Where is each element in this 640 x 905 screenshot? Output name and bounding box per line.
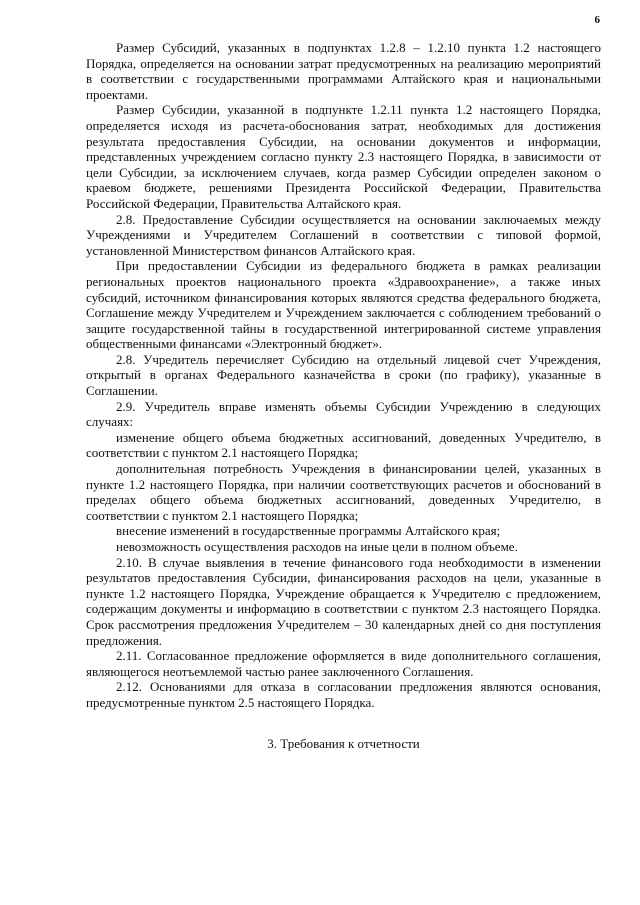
list-item: внесение изменений в государственные программы Алтайского края; bbox=[116, 523, 501, 539]
paragraph: 2.11. Согласованное предложение оформляется в виде дополнительного соглашения, являющегося неотъемлемой частью ранее заключенного Соглашения. bbox=[86, 648, 601, 679]
paragraph: 2.8. Предоставление Субсидии осуществляется на основании заключаемых между Учреждениями и Учредителем Соглашений в соответствии с типовой формой, установленной Министерством финансов Алтайского края. bbox=[86, 211, 601, 258]
paragraph: 2.8. Учредитель перечисляет Субсидию на отдельный лицевой счет Учреждения, открытый в органах Федерального казначейства в сроки (по графику), указанные в Соглашении. bbox=[86, 351, 601, 399]
document-body bbox=[86, 40, 601, 751]
page-number: 6 bbox=[594, 14, 600, 26]
paragraph: Размер Субсидий, указанных в подпунктах 1.2.8 – 1.2.10 пункта 1.2 настоящего Порядка, определяется на основании затрат предусмотренных на реализацию мероприятий в соответствии с государственными программами Алтайского края и национальными проектами. bbox=[86, 40, 601, 102]
paragraph: 2.12. Основаниями для отказа в согласовании предложения являются основания, предусмотренные пунктом 2.5 настоящего Порядка. bbox=[86, 679, 601, 710]
list-item: изменение общего объема бюджетных ассигнований, доведенных Учредителю, в соответствии с пунктом 2.1 настоящего Порядка; bbox=[86, 429, 601, 461]
list-item: дополнительная потребность Учреждения в финансировании целей, указанных в пункте 1.2 настоящего Порядка, при наличии соответствующих расчетов и обоснований в пределах общего объема бюджетных ассигнований, доведенных Учредителю, в соответствии с пунктом 2.1 настоящего Порядка; bbox=[86, 461, 601, 523]
paragraph: Размер Субсидии, указанной в подпункте 1.2.11 пункта 1.2 настоящего Порядка, определяется исходя из расчета-обоснования затрат, необходимых для достижения результата предоставления Субсидии, на основании документов и информации, представленных учреждением согласно пункту 2.3 настоящего Порядка, в зависимости от цели Субсидии, за исключением случаев, когда размер Субсидии определен законом о краевом бюджете, решениями Президента Российской Федерации, Правительства Российской Федерации, Правительства Алтайского края. bbox=[86, 102, 601, 211]
paragraph: 2.10. В случае выявления в течение финансового года необходимости в изменении результатов предоставления Субсидии, финансирования расходов на цели, указанные в пункте 1.2 настоящего Порядка, Учреждение обращается к Учредителю с предложением, содержащим документы и информацию в соответствии с пунктом 2.3 настоящего Порядка. Срок рассмотрения предложения Учредителем – 30 календарных дней со дня поступления предложения. bbox=[86, 554, 601, 648]
paragraph: 2.9. Учредитель вправе изменять объемы Субсидии Учреждению в следующих случаях: bbox=[86, 398, 601, 430]
paragraph: При предоставлении Субсидии из федерального бюджета в рамках реализации региональных проектов национального проекта «Здравоохранение», а также иных субсидий, источником финансирования которых являются средства федерального бюджета, Соглашение между Учредителем и Учреждением заключается с соблюдением требований о защите государственной тайны в государственной интегрированной системе управления общественными финансами «Электронный бюджет». bbox=[86, 258, 601, 352]
list-item: невозможность осуществления расходов на иные цели в полном объеме. bbox=[116, 539, 518, 554]
section-heading: 3. Требования к отчетности bbox=[267, 735, 420, 751]
